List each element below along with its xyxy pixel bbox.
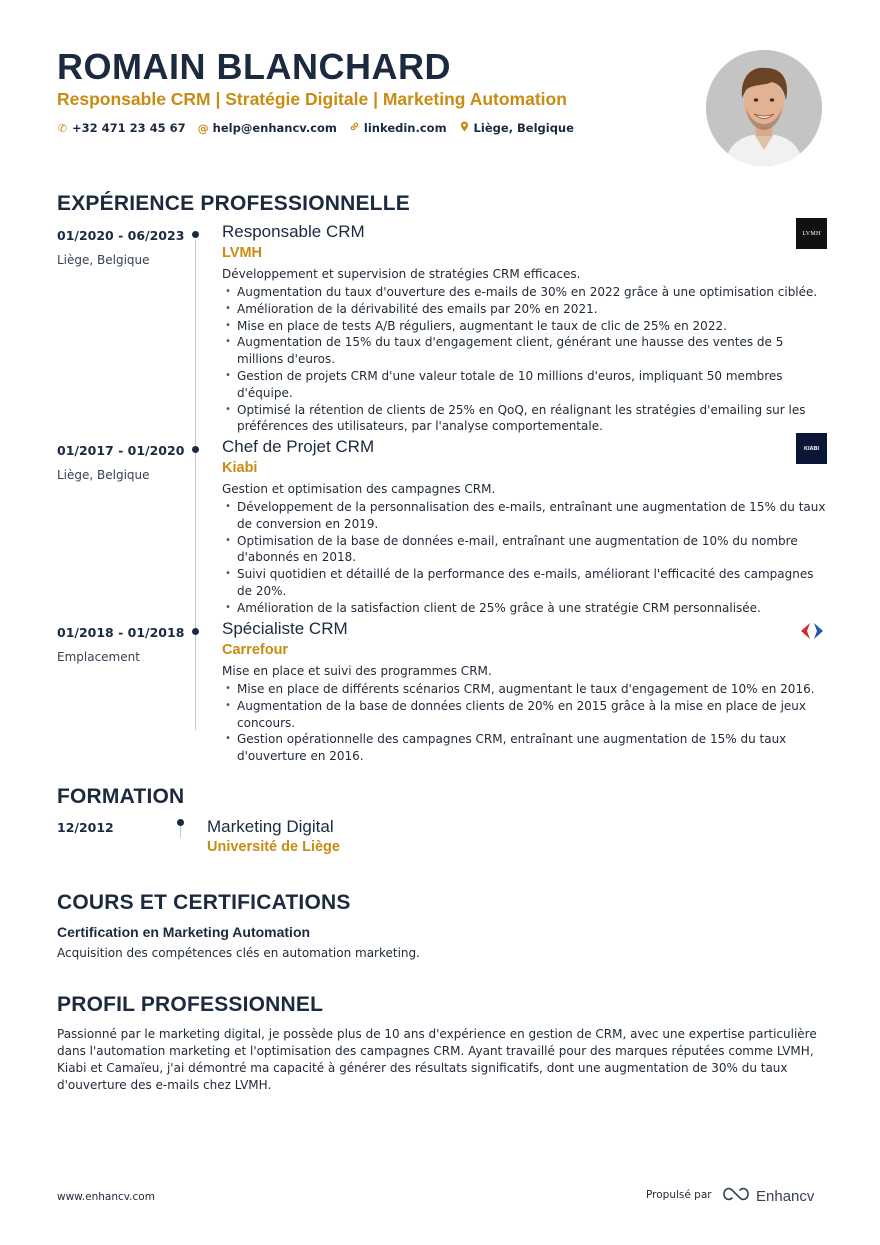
contact-phone-text: +32 471 23 45 67 [72,121,186,135]
experience-role: Chef de Projet CRM [222,437,375,456]
section-title-certifications: COURS ET CERTIFICATIONS [57,891,351,914]
certification-description: Acquisition des compétences clés en automation marketing. [57,946,420,960]
bullet-item: • Mise en place de différents scénarios CRM, augmentant le taux d'engagement de 10% en 2016. [222,681,827,698]
experience-role: Spécialiste CRM [222,619,348,638]
footer-url[interactable]: www.enhancv.com [57,1191,155,1203]
bullet-item: • Optimisé la rétention de clients de 25% en QoQ, en réalignant les stratégies d'emailing sur les préférences des utilisateurs, par l'analyse comportementale. [222,402,827,436]
contact-location [459,121,574,135]
experience-company: Carrefour [222,642,289,658]
experience-location: Emplacement [57,650,140,664]
enhancv-mark-icon [722,1186,750,1206]
candidate-headline: Responsable CRM | Stratégie Digitale | Marketing Automation [57,89,567,109]
contact-linkedin-text: linkedin.com [363,121,447,135]
contact-location-text: Liège, Belgique [473,121,574,135]
link-icon [349,121,360,135]
timeline-line [195,240,196,730]
section-title-education: FORMATION [57,785,185,808]
experience-body [222,619,827,765]
experience-role: Responsable CRM [222,222,365,241]
bullet-item: • Augmentation de la base de données clients de 20% en 2015 grâce à la mise en place de jeux concours. [222,698,827,732]
certification-title: Certification en Marketing Automation [57,924,311,940]
avatar [706,50,822,166]
contact-email[interactable] [198,121,337,135]
experience-description: Gestion et optimisation des campagnes CRM. [222,482,496,496]
enhancv-brand-text: Enhancv [756,1187,815,1205]
timeline-dot [192,231,199,238]
kiabi-logo: KIABI [796,433,827,464]
bullet-item: • Développement de la personnalisation des e-mails, entraînant une augmentation de 15% du taux de conversion en 2019. [222,499,827,533]
bullet-item: • Optimisation de la base de données e-mail, entraînant une augmentation de 10% du nombre d'abonnés en 2018. [222,533,827,567]
bullet-item: • Gestion opérationnelle des campagnes CRM, entraînant une augmentation de 15% du taux d'ouverture en 2016. [222,731,827,765]
contact-linkedin[interactable] [349,121,447,135]
experience-description: Développement et supervision de stratégies CRM efficaces. [222,267,581,281]
education-school: Université de Liège [207,839,340,855]
bullet-item: • Amélioration de la satisfaction client de 25% grâce à une stratégie CRM personnalisée. [222,600,827,617]
bullet-item: • Mise en place de tests A/B réguliers, augmentant le taux de clic de 25% en 2022. [222,318,827,335]
timeline-line [180,826,181,838]
experience-body [222,437,827,617]
experience-body [222,222,827,435]
footer-powered-by: Propulsé par [646,1189,712,1201]
experience-date: 01/2018 - 01/2018 [57,625,185,640]
bullet-item: • Amélioration de la dérivabilité des emails par 20% en 2021. [222,301,827,318]
bullet-item: • Augmentation de 15% du taux d'engagement client, générant une hausse des ventes de 5 millions d'euros. [222,334,827,368]
experience-bullets [222,284,827,435]
bullet-item: • Gestion de projets CRM d'une valeur totale de 10 millions d'euros, impliquant 50 membres d'équipe. [222,368,827,402]
contact-phone[interactable] [57,121,186,135]
experience-bullets [222,499,827,617]
experience-company: Kiabi [222,460,258,476]
enhancv-logo[interactable] [722,1186,814,1206]
phone-icon: ✆ [57,121,68,135]
carrefour-logo [796,615,827,646]
location-pin-icon [459,121,470,135]
timeline-dot [192,446,199,453]
candidate-name: ROMAIN BLANCHARD [57,46,451,87]
section-title-experience: EXPÉRIENCE PROFESSIONNELLE [57,192,410,215]
profile-summary: Passionné par le marketing digital, je possède plus de 10 ans d'expérience en gestion de CRM, avec une expertise particulière dans l'automation marketing et l'optimisation des campagnes CRM. Ayant travaillé pour des marques réputées comme LVMH, Kiabi et Camaïeu, j'ai démontré ma capacité à générer des résultats significatifs, dont une augmentation de 30% du taux d'ouverture des e-mails chez LVMH. [57,1027,817,1092]
experience-company: LVMH [222,245,263,261]
lvmh-logo: LVMH [796,218,827,249]
contact-email-text: help@enhancv.com [212,121,337,135]
experience-location: Liège, Belgique [57,468,150,482]
education-degree: Marketing Digital [207,817,334,836]
experience-location: Liège, Belgique [57,253,150,267]
education-date: 12/2012 [57,820,114,835]
experience-bullets [222,681,827,765]
experience-date: 01/2020 - 06/2023 [57,228,185,243]
section-title-profile: PROFIL PROFESSIONNEL [57,993,324,1016]
bullet-item: • Augmentation du taux d'ouverture des e-mails de 30% en 2022 grâce à une optimisation ciblée. [222,284,827,301]
timeline-dot [177,819,184,826]
timeline-dot [192,628,199,635]
at-icon: @ [197,121,209,135]
experience-date: 01/2017 - 01/2020 [57,443,185,458]
bullet-item: • Suivi quotidien et détaillé de la performance des e-mails, améliorant l'efficacité des campagnes de 20%. [222,566,827,600]
experience-description: Mise en place et suivi des programmes CRM. [222,664,492,678]
contact-row [57,121,574,135]
